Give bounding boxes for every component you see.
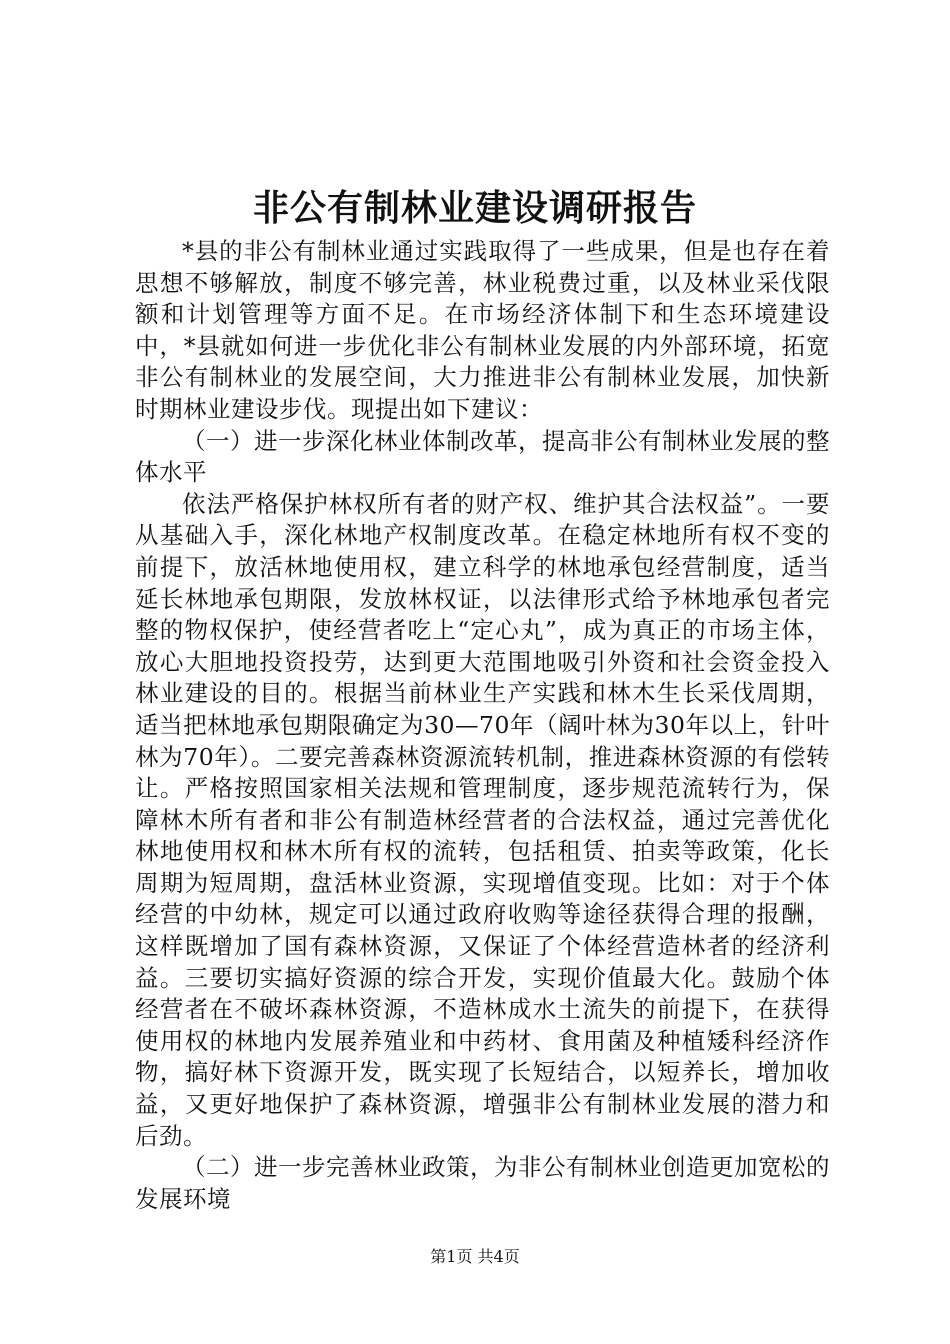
document-body [135, 236, 830, 1215]
section-heading-2: （二）进一步完善林业政策，为非公有制林业创造更加宽松的发展环境 [135, 1153, 830, 1213]
paragraph-intro: *县的非公有制林业通过实践取得了一些成果，但是也存在着思想不够解放，制度不够完善，林业税费过重，以及林业采伐限额和计划管理等方面不足。在市场经济体制下和生态环境建设中，*县就如何进一步优化非公有制林业发展的内外部环境，拓宽非公有制林业的发展空间，大力推进非公有制林业发展，加快新时期林业建设步伐。现提出如下建议： [135, 237, 830, 423]
paragraph-section-1: 依法严格保护林权所有者的财产权、维护其合法权益”。一要从基础入手，深化林地产权制度改革。在稳定林地所有权不变的前提下，放活林地使用权，建立科学的林地承包经营制度，适当延长林地承包期限，发放林权证，以法律形式给予林地承包者完整的物权保护，使经营者吃上“定心丸”，成为真正的市场主体，放心大胆地投资投劳，达到更大范围地吸引外资和社会资金投入林业建设的目的。根据当前林业生产实践和林木生长采伐周期，适当把林地承包期限确定为30—70年（阔叶林为30年以上，针叶林为70年）。二要完善森林资源流转机制，推进森林资源的有偿转让。严格按照国家相关法规和管理制度，逐步规范流转行为，保障林木所有者和非公有制造林经营者的合法权益，通过完善优化林地使用权和林木所有权的流转，包括租赁、拍卖等政策，化长周期为短周期，盘活林业资源，实现增值变现。比如：对于个体经营的中幼林，规定可以通过政府收购等途径获得合理的报酬，这样既增加了国有森林资源，又保证了个体经营造林者的经济利益。三要切实搞好资源的综合开发，实现价值最大化。鼓励个体经营者在不破坏森林资源，不造林成水土流失的前提下，在获得使用权的林地内发展养殖业和中药材、食用菌及种植矮科经济作物，搞好林下资源开发，既实现了长短结合，以短养长，增加收益，又更好地保护了森林资源，增强非公有制林业发展的潜力和后劲。 [135, 489, 830, 1150]
page-footer: 第1页 共4页 [430, 1247, 520, 1266]
section-heading-1: （一）进一步深化林业体制改革，提高非公有制林业发展的整体水平 [135, 426, 830, 487]
document-title: 非公有制林业建设调研报告 [252, 187, 697, 229]
